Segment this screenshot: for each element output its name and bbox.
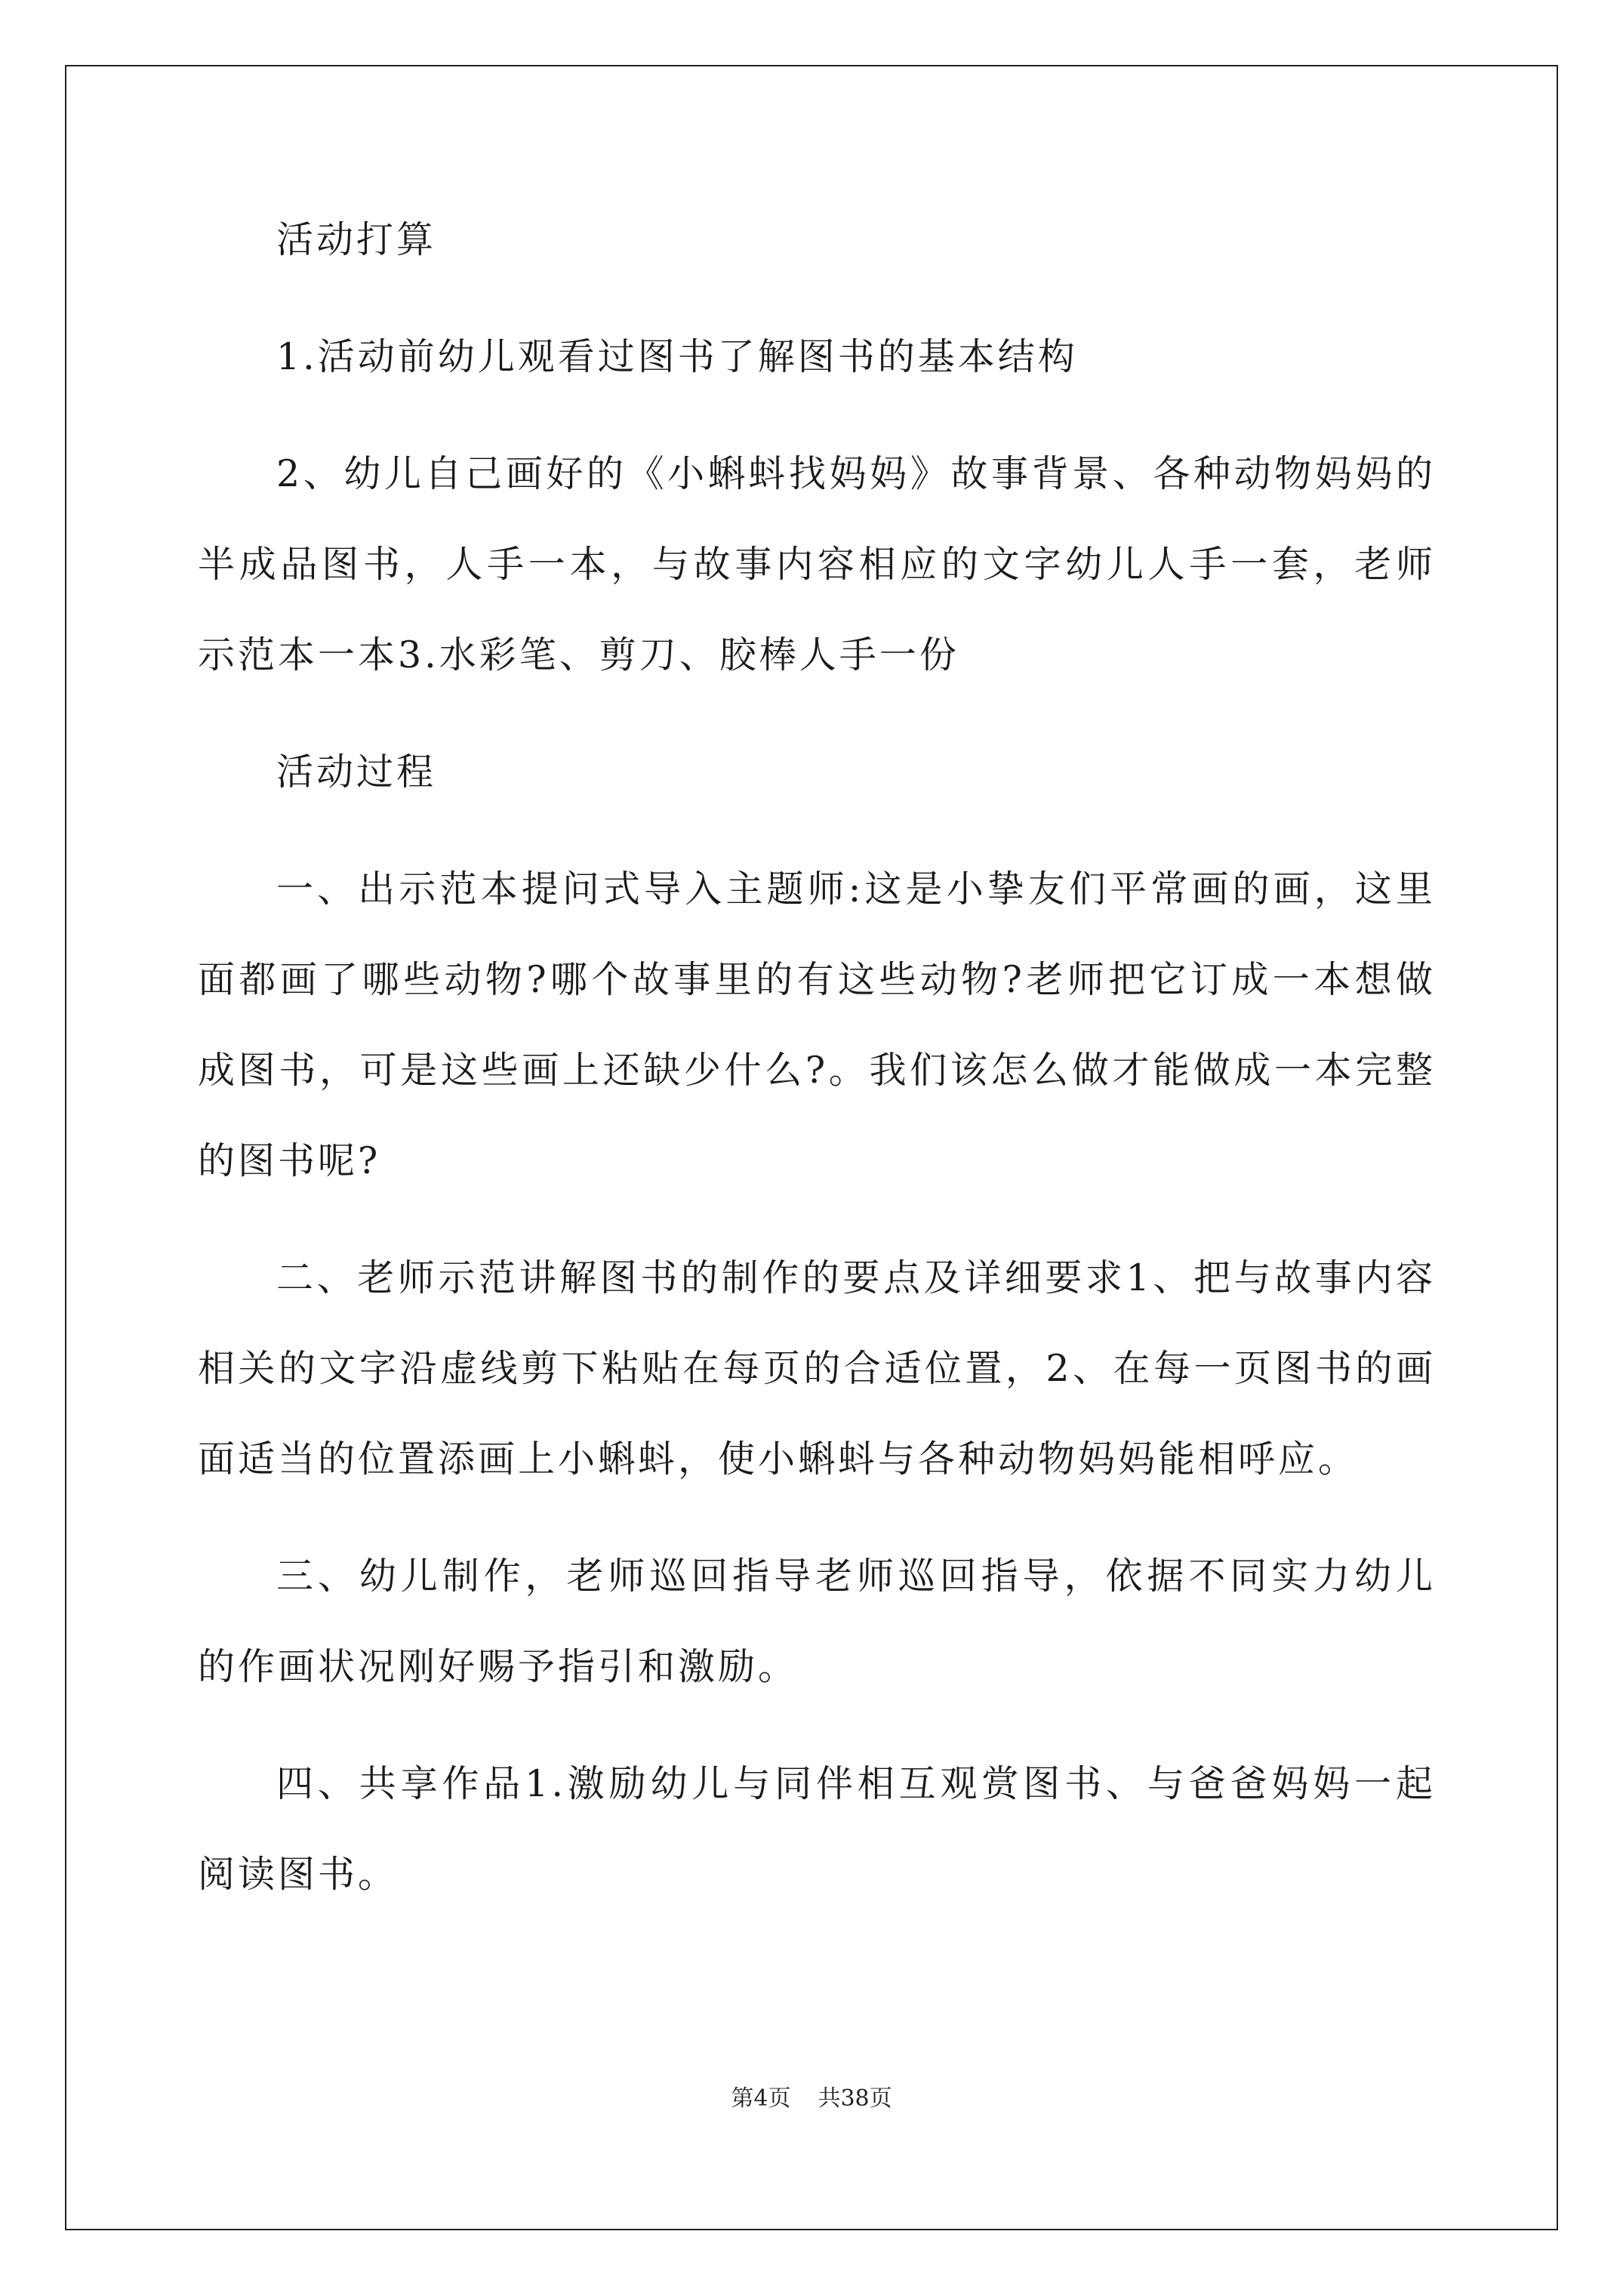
document-body <box>198 195 1436 1946</box>
heading-preparation: 活动打算 <box>276 218 437 261</box>
paragraph-step-1: 一、出示范本提问式导入主题师:这是小挚友们平常画的画，这里面都画了哪些动物?哪个故事里的有这些动物?老师把它订成一本想做成图书，可是这些画上还缺少什么?。我们该怎么做才能做成一本完整的图书呢? <box>198 868 1436 1182</box>
page-footer <box>0 2084 1623 2114</box>
paragraph-prep-2: 2、幼儿自己画好的《小蝌蚪找妈妈》故事背景、各种动物妈妈的半成品图书，人手一本，与故事内容相应的文字幼儿人手一套，老师示范本一本3.水彩笔、剪刀、胶棒人手一份 <box>198 452 1436 676</box>
page-number: 第4页 <box>731 2085 791 2112</box>
heading-process: 活动过程 <box>276 750 437 794</box>
paragraph-prep-1: 1.活动前幼儿观看过图书了解图书的基本结构 <box>276 335 1078 378</box>
paragraph-step-2: 二、老师示范讲解图书的制作的要点及详细要求1、把与故事内容相关的文字沿虚线剪下粘贴在每页的合适位置，2、在每一页图书的画面适当的位置添画上小蝌蚪，使小蝌蚪与各种动物妈妈能相呼应。 <box>198 1256 1436 1481</box>
paragraph-step-4: 四、共享作品1.激励幼儿与同伴相互观赏图书、与爸爸妈妈一起阅读图书。 <box>198 1762 1436 1896</box>
page-total: 共38页 <box>818 2085 892 2112</box>
paragraph-step-3: 三、幼儿制作，老师巡回指导老师巡回指导，依据不同实力幼儿的作画状况刚好赐予指引和激励。 <box>198 1555 1436 1688</box>
